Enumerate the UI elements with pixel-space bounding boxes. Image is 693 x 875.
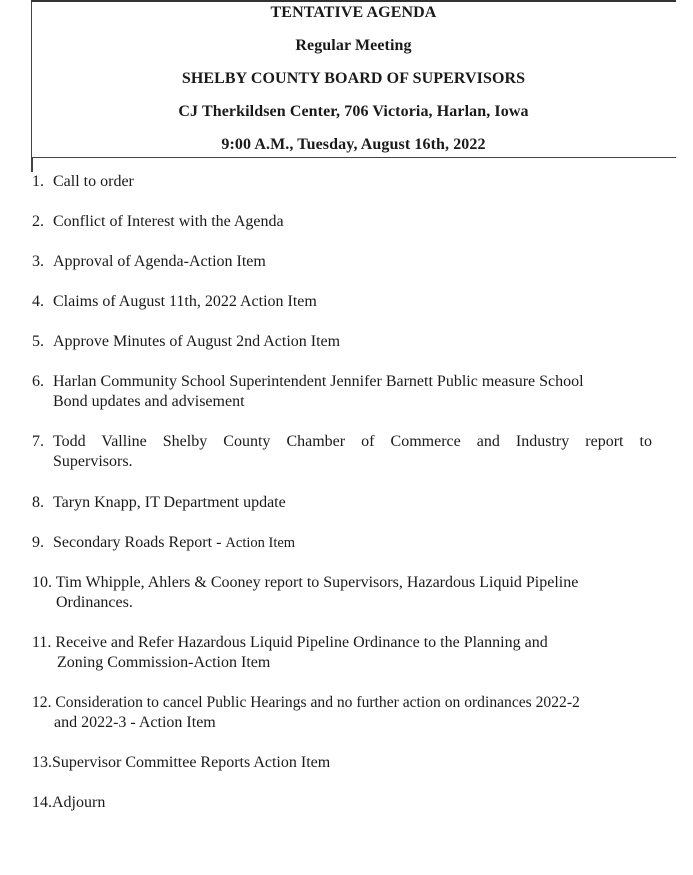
item-text: Approve Minutes of August 2nd Action Item [53,333,341,350]
item-text-continued: Bond updates and advisement [53,393,245,410]
agenda-item-1 [32,172,652,192]
item-text: Harlan Community School Superintendent Jennifer Barnett Public measure School [53,373,584,390]
item-number: 9. [32,534,44,551]
agenda-item-7 [32,432,652,472]
agenda-item-12 [32,693,672,733]
agenda-item-5 [32,332,652,352]
header-left-rule [31,158,33,172]
item-text: Taryn Knapp, IT Department update [53,494,286,511]
item-text: Receive and Refer Hazardous Liquid Pipeline Ordinance to the Planning and [55,634,548,651]
agenda-title: TENTATIVE AGENDA [270,4,437,21]
item-number: 6. [32,373,44,390]
item-number: 3. [32,253,44,270]
item-text: Adjourn [52,794,106,811]
item-number: 12. [32,694,52,711]
item-text: Supervisor Committee Reports Action Item [52,754,331,771]
agenda-item-2 [32,212,652,232]
item-number: 4. [32,293,44,310]
item-text: Conflict of Interest with the Agenda [53,213,284,230]
item-text: Todd Valline Shelby County Chamber of Commerce and Industry report to [53,433,652,450]
item-text: Consideration to cancel Public Hearings and no further action on ordinances 2022-2 [55,694,580,711]
item-action-label: Action Item [225,535,296,551]
agenda-item-13 [32,753,652,773]
meeting-location: CJ Therkildsen Center, 706 Victoria, Harlan, Iowa [178,103,529,120]
agenda-item-6 [32,372,657,412]
meeting-type: Regular Meeting [295,37,412,54]
item-number: 2. [32,213,44,230]
item-text-continued: Supervisors. [53,453,133,470]
item-text: Claims of August 11th, 2022 Action Item [53,293,317,310]
item-text-continued: and 2022-3 - Action Item [54,714,216,731]
item-text-continued: Zoning Commission-Action Item [57,654,271,671]
item-number: 10. [32,574,52,591]
item-text: Secondary Roads Report - [53,534,226,551]
item-number: 1. [32,173,44,190]
item-number: 5. [32,333,44,350]
item-text: Tim Whipple, Ahlers & Cooney report to Supervisors, Hazardous Liquid Pipeline [55,574,579,591]
item-number: 7. [32,433,44,450]
agenda-item-10 [32,573,652,613]
item-number: 13. [32,754,52,771]
item-text-continued: Ordinances. [56,594,133,611]
item-text: Call to order [53,173,134,190]
meeting-datetime: 9:00 A.M., Tuesday, August 16th, 2022 [221,136,486,153]
agenda-item-11 [32,633,652,673]
agenda-item-3 [32,252,652,272]
agenda-item-14 [32,793,652,813]
agenda-item-8 [32,493,652,513]
item-number: 11. [32,634,52,651]
agenda-item-9 [32,533,652,553]
item-number: 14. [32,794,52,811]
item-number: 8. [32,494,44,511]
agenda-item-4 [32,292,652,312]
item-text: Approval of Agenda-Action Item [53,253,266,270]
board-name: SHELBY COUNTY BOARD OF SUPERVISORS [181,70,526,87]
